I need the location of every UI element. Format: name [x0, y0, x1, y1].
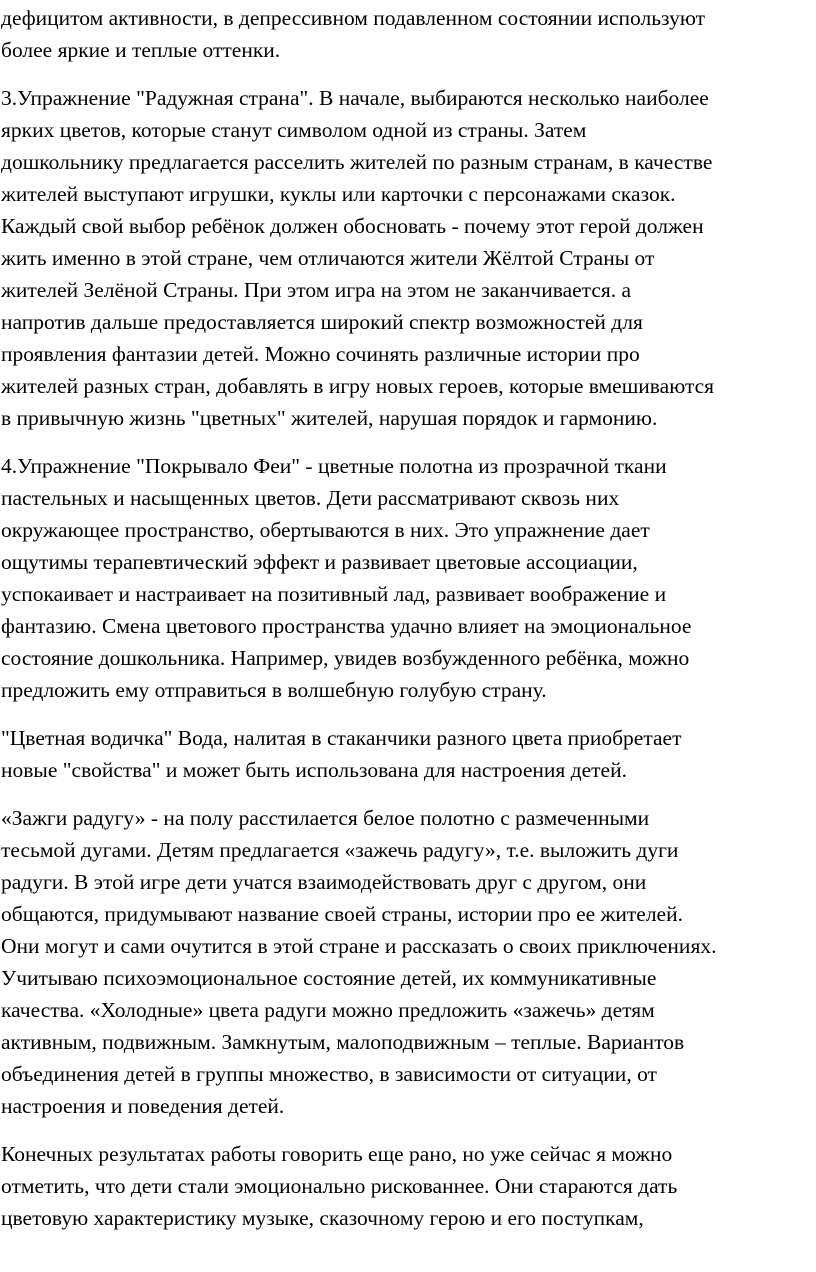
paragraph-exercise-4: 4.Упражнение "Покрывало Феи" - цветные полотна из прозрачной ткани пастельных и насыщенных цветов. Дети рассматривают сквозь них окружающее пространство, обертываются в них. Это упражнение дает ощутимы терапевтический эффект и развивает цветовые ассоциации, успокаивает и настраивает на позитивный лад, развивает воображение и фантазию. Смена цветового пространства удачно влияет на эмоциональное состояние дошкольника. Например, увидев возбужденного ребёнка, можно предложить ему отправиться в волшебную голубую страну.: [1, 454, 692, 702]
document-page: [0, 2, 816, 1272]
paragraph-colored-water: "Цветная водичка" Вода, налитая в стаканчики разного цвета приобретает новые "свойства" и может быть использована для настроения детей.: [1, 726, 682, 782]
paragraph-exercise-3: 3.Упражнение "Радужная страна". В начале, выбираются несколько наиболее ярких цветов, которые станут символом одной из страны. Затем дошкольнику предлагается расселить жителей по разным странам, в качестве жителей выступают игрушки, куклы или карточки с персонажами сказок. Каждый свой выбор ребёнок должен обосновать - почему этот герой должен жить именно в этой стране, чем отличаются жители Жёлтой Страны от жителей Зелёной Страны. При этом игра на этом не заканчивается. а напротив дальше предоставляется широкий спектр возможностей для проявления фантазии детей. Можно сочинять различные истории про жителей разных стран, добавлять в игру новых героев, которые вмешиваются в привычную жизнь "цветных" жителей, нарушая порядок и гармонию.: [1, 86, 715, 430]
paragraph-results: Конечных результатах работы говорить еще рано, но уже сейчас я можно отметить, что дети стали эмоционально рискованнее. Они стараются дать цветовую характеристику музыке, сказочному герою и его поступкам,: [1, 1142, 678, 1230]
paragraph-light-rainbow: «Зажги радугу» - на полу расстилается белое полотно с размеченными тесьмой дугами. Детям предлагается «зажечь радугу», т.е. выложить дуги радуги. В этой игре дети учатся взаимодействовать друг с другом, они общаются, придумывают название своей страны, истории про ее жителей. Они могут и сами очутится в этой стране и рассказать о своих приключениях. Учитываю психоэмоциональное состояние детей, их коммуникативные качества. «Холодные» цвета радуги можно предложить «зажечь» детям активным, подвижным. Замкнутым, малоподвижным – теплые. Вариантов объединения детей в группы множество, в зависимости от ситуации, от настроения и поведения детей.: [1, 806, 717, 1118]
paragraph-continuation: дефицитом активности, в депрессивном подавленном состоянии используют более яркие и теплые оттенки.: [1, 6, 705, 62]
